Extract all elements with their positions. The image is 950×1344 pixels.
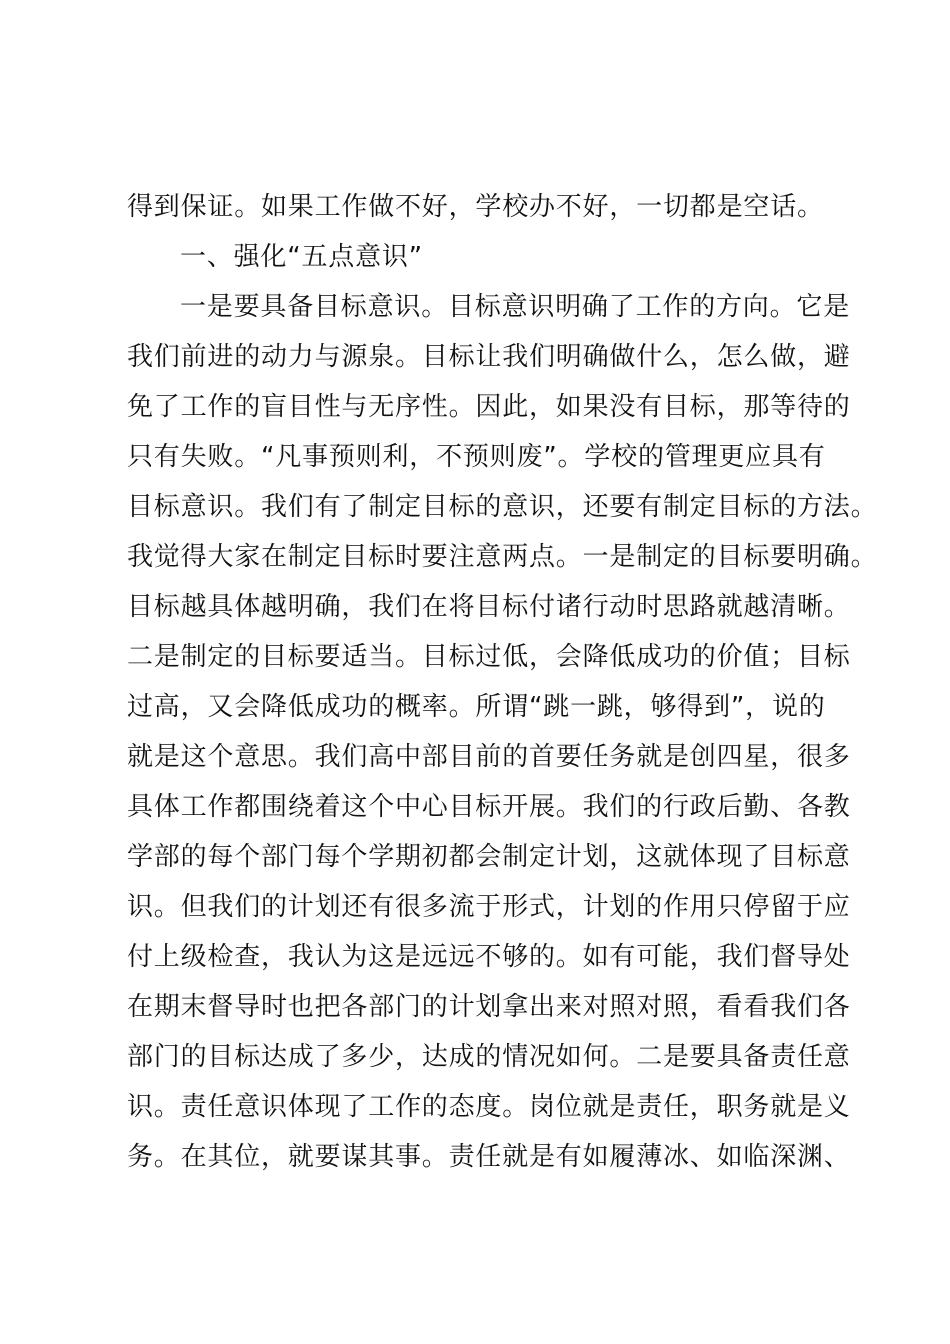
text-line: 在期末督导时也把各部门的计划拿出来对照对照，看看我们各 <box>127 992 851 1022</box>
text-line: 过高，又会降低成功的概率。所谓“跳一跳，够得到”，说的 <box>127 692 826 722</box>
text-line: 目标越具体越明确，我们在将目标付诸行动时思路就越清晰。 <box>127 592 851 622</box>
text-line: 得到保证。如果工作做不好，学校办不好，一切都是空话。 <box>127 192 824 222</box>
paragraph-first-line: 一是要具备目标意识。目标意识明确了工作的方向。它是 <box>180 292 851 322</box>
text-line: 免了工作的盲目性与无序性。因此，如果没有目标，那等待的 <box>127 392 851 422</box>
body-text <box>127 182 878 1182</box>
text-line: 二是制定的目标要适当。目标过低，会降低成功的价值；目标 <box>127 642 851 672</box>
text-line: 务。在其位，就要谋其事。责任就是有如履薄冰、如临深渊、 <box>127 1142 851 1172</box>
text-line: 目标意识。我们有了制定目标的意识，还要有制定目标的方法。 <box>127 492 878 522</box>
text-line: 具体工作都围绕着这个中心目标开展。我们的行政后勤、各教 <box>127 792 851 822</box>
section-heading: 一、强化“五点意识” <box>180 242 423 272</box>
text-line: 我们前进的动力与源泉。目标让我们明确做什么，怎么做，避 <box>127 342 851 372</box>
text-line: 识。但我们的计划还有很多流于形式，计划的作用只停留于应 <box>127 892 851 922</box>
text-line: 学部的每个部门每个学期初都会制定计划，这就体现了目标意 <box>127 842 851 872</box>
text-line: 识。责任意识体现了工作的态度。岗位就是责任，职务就是义 <box>127 1092 851 1122</box>
text-line: 我觉得大家在制定目标时要注意两点。一是制定的目标要明确。 <box>127 542 878 572</box>
text-line: 只有失败。“凡事预则利，不预则废”。学校的管理更应具有 <box>127 442 826 472</box>
text-line: 就是这个意思。我们高中部目前的首要任务就是创四星，很多 <box>127 742 851 772</box>
text-line: 付上级检查，我认为这是远远不够的。如有可能，我们督导处 <box>127 942 851 972</box>
text-line: 部门的目标达成了多少，达成的情况如何。二是要具备责任意 <box>127 1042 851 1072</box>
